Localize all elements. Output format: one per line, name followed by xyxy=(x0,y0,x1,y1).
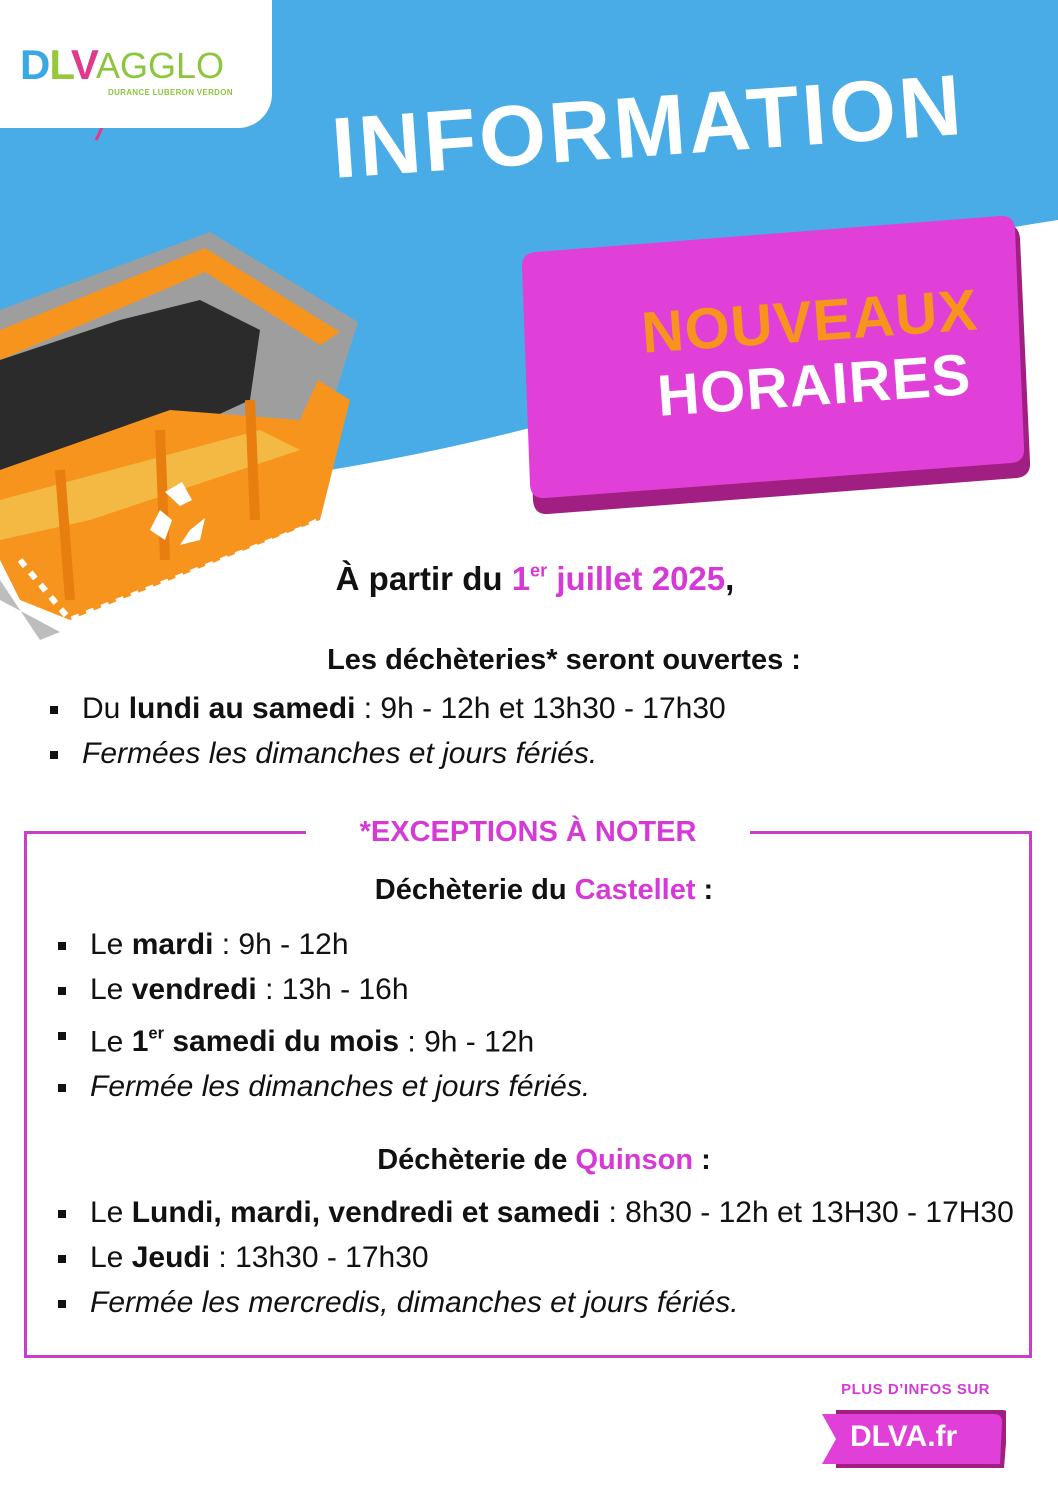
banner-line-1: NOUVEAUX xyxy=(639,277,980,366)
quinson-hours-list xyxy=(58,1190,1014,1325)
list-item: Fermée les dimanches et jours fériés. xyxy=(58,1064,590,1109)
dlva-website-link[interactable] xyxy=(822,1410,1006,1468)
page-title: INFORMATION xyxy=(328,56,968,197)
list-item: Le mardi : 9h - 12h xyxy=(58,922,590,967)
exceptions-title: *EXCEPTIONS À NOTER xyxy=(306,812,750,852)
opening-heading: Les déchèteries* seront ouvertes : xyxy=(327,644,801,676)
list-item: Du lundi au samedi : 9h - 12h et 13h30 - 17h30 xyxy=(50,686,726,731)
logo-agglo-text: AGGLO xyxy=(96,45,225,86)
list-item: Le Lundi, mardi, vendredi et samedi : 8h30 - 12h et 13H30 - 17H30 xyxy=(58,1190,1014,1235)
list-item: Le vendredi : 13h - 16h xyxy=(58,967,590,1012)
start-date-sup: er xyxy=(530,560,548,581)
start-date-rest: juillet 2025 xyxy=(547,560,726,597)
more-info-label: PLUS D’INFOS SUR xyxy=(841,1381,990,1398)
quinson-heading: Déchèterie de Quinson : xyxy=(377,1144,711,1176)
start-date-suffix: , xyxy=(725,560,735,597)
start-date-prefix: À partir du xyxy=(335,560,512,597)
castellet-hours-list xyxy=(58,922,590,1109)
start-date xyxy=(0,560,1058,598)
list-item: Fermée les mercredis, dimanches et jours fériés. xyxy=(58,1280,1014,1325)
list-item: Le Jeudi : 13h30 - 17h30 xyxy=(58,1235,1014,1280)
castellet-heading: Déchèterie du Castellet : xyxy=(374,874,714,906)
list-item: Fermées les dimanches et jours fériés. xyxy=(50,731,726,776)
opening-hours-list xyxy=(50,686,726,776)
logo-mark: DLV xyxy=(20,41,98,88)
banner-line-2: HORAIRES xyxy=(655,341,974,429)
start-date-day: 1 xyxy=(511,560,531,597)
list-item: Le 1er samedi du mois : 9h - 12h xyxy=(58,1012,590,1064)
logo xyxy=(0,0,272,128)
logo-tagline: DURANCE LUBERON VERDON xyxy=(108,88,233,97)
dlva-link-label: DLVA.fr xyxy=(850,1420,958,1453)
